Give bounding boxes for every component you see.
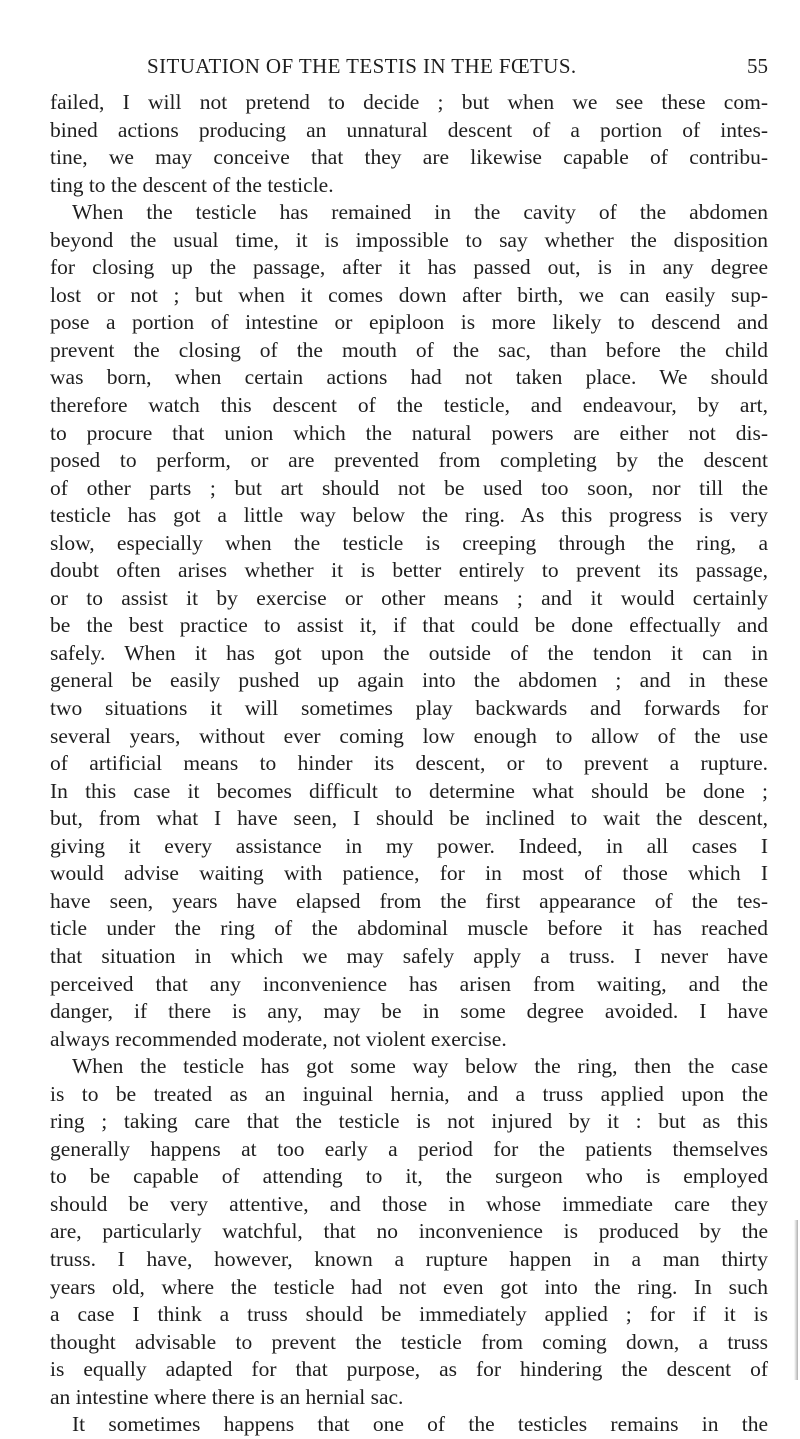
- text-line: tine, we may conceive that they are likewise capable of contribu-: [50, 145, 768, 170]
- text-line: pose a portion of intestine or epiploon is more likely to descend and: [50, 310, 768, 335]
- text-line: of other parts ; but art should not be used too soon, nor till the: [50, 475, 768, 500]
- text-line: In this case it becomes difficult to determine what should be done ;: [50, 778, 768, 803]
- scan-edge-shadow: [794, 1220, 798, 1380]
- text-line: of artificial means to hinder its descent, or to prevent a rupture.: [50, 751, 768, 776]
- text-line: therefore watch this descent of the testicle, and endeavour, by art,: [50, 393, 768, 418]
- text-line: have seen, years have elapsed from the first appearance of the tes-: [50, 888, 768, 913]
- text-line: several years, without ever coming low enough to allow of the use: [50, 723, 768, 748]
- text-line: beyond the usual time, it is impossible to say whether the disposition: [50, 227, 768, 252]
- text-line: general be easily pushed up again into the abdomen ; and in these: [50, 668, 768, 693]
- text-line: ring ; taking care that the testicle is not injured by it : but as this: [50, 1109, 768, 1134]
- text-line: slow, especially when the testicle is creeping through the ring, a: [50, 530, 768, 555]
- text-line: truss. I have, however, known a rupture happen in a man thirty: [50, 1246, 768, 1271]
- paragraph-start-line: When the testicle has remained in the cavity of the abdomen: [72, 200, 768, 225]
- running-title: SITUATION OF THE TESTIS IN THE FŒTUS.: [147, 54, 577, 78]
- text-line: failed, I will not pretend to decide ; but when we see these com-: [50, 90, 768, 114]
- text-line: lost or not ; but when it comes down after birth, we can easily sup-: [50, 282, 768, 307]
- text-line: always recommended moderate, not violent exercise.: [50, 1026, 507, 1051]
- body-text: [50, 89, 768, 1437]
- text-line: to procure that union which the natural powers are either not dis-: [50, 420, 768, 445]
- text-line: posed to perform, or are prevented from completing by the descent: [50, 448, 768, 473]
- text-line: is to be treated as an inguinal hernia, and a truss applied upon the: [50, 1081, 768, 1106]
- text-line: giving it every assistance in my power. Indeed, in all cases I: [50, 833, 768, 858]
- text-line: an intestine where there is an hernial sac.: [50, 1384, 404, 1409]
- text-line: doubt often arises whether it is better entirely to prevent its passage,: [50, 558, 768, 583]
- text-line: ting to the descent of the testicle.: [50, 172, 334, 197]
- text-line: a case I think a truss should be immediately applied ; for if it is: [50, 1302, 768, 1327]
- text-line: are, particularly watchful, that no inconvenience is produced by the: [50, 1219, 768, 1244]
- text-line: testicle has got a little way below the ring. As this progress is very: [50, 503, 768, 528]
- page-number: 55: [747, 54, 768, 78]
- text-line: two situations it will sometimes play backwards and forwards for: [50, 696, 768, 721]
- text-line: years old, where the testicle had not even got into the ring. In such: [50, 1274, 768, 1299]
- running-head: [50, 51, 768, 81]
- text-line: or to assist it by exercise or other means ; and it would certainly: [50, 585, 768, 610]
- text-line: was born, when certain actions had not taken place. We should: [50, 365, 768, 390]
- text-line: danger, if there is any, may be in some degree avoided. I have: [50, 999, 768, 1024]
- text-line: but, from what I have seen, I should be inclined to wait the descent,: [50, 806, 768, 831]
- text-line: for closing up the passage, after it has passed out, is in any degree: [50, 255, 768, 280]
- text-line: ticle under the ring of the abdominal muscle before it has reached: [50, 916, 768, 941]
- text-line: perceived that any inconvenience has arisen from waiting, and the: [50, 971, 768, 996]
- text-line: generally happens at too early a period for the patients themselves: [50, 1136, 768, 1161]
- text-line: safely. When it has got upon the outside of the tendon it can in: [50, 640, 768, 665]
- text-line: is equally adapted for that purpose, as for hindering the descent of: [50, 1357, 768, 1382]
- text-line: to be capable of attending to it, the surgeon who is employed: [50, 1164, 768, 1189]
- text-line: would advise waiting with patience, for in most of those which I: [50, 861, 768, 886]
- text-line: thought advisable to prevent the testicle from coming down, a truss: [50, 1329, 768, 1354]
- text-line: be the best practice to assist it, if that could be done effectually and: [50, 613, 768, 638]
- text-line: that situation in which we may safely apply a truss. I never have: [50, 943, 768, 968]
- text-line: prevent the closing of the mouth of the sac, than before the child: [50, 337, 768, 362]
- paragraph-start-line: When the testicle has got some way below the ring, then the case: [72, 1054, 768, 1079]
- paragraph-start-line: It sometimes happens that one of the testicles remains in the: [72, 1412, 768, 1437]
- text-line: bined actions producing an unnatural descent of a portion of intes-: [50, 117, 768, 142]
- text-line: should be very attentive, and those in whose immediate care they: [50, 1191, 768, 1216]
